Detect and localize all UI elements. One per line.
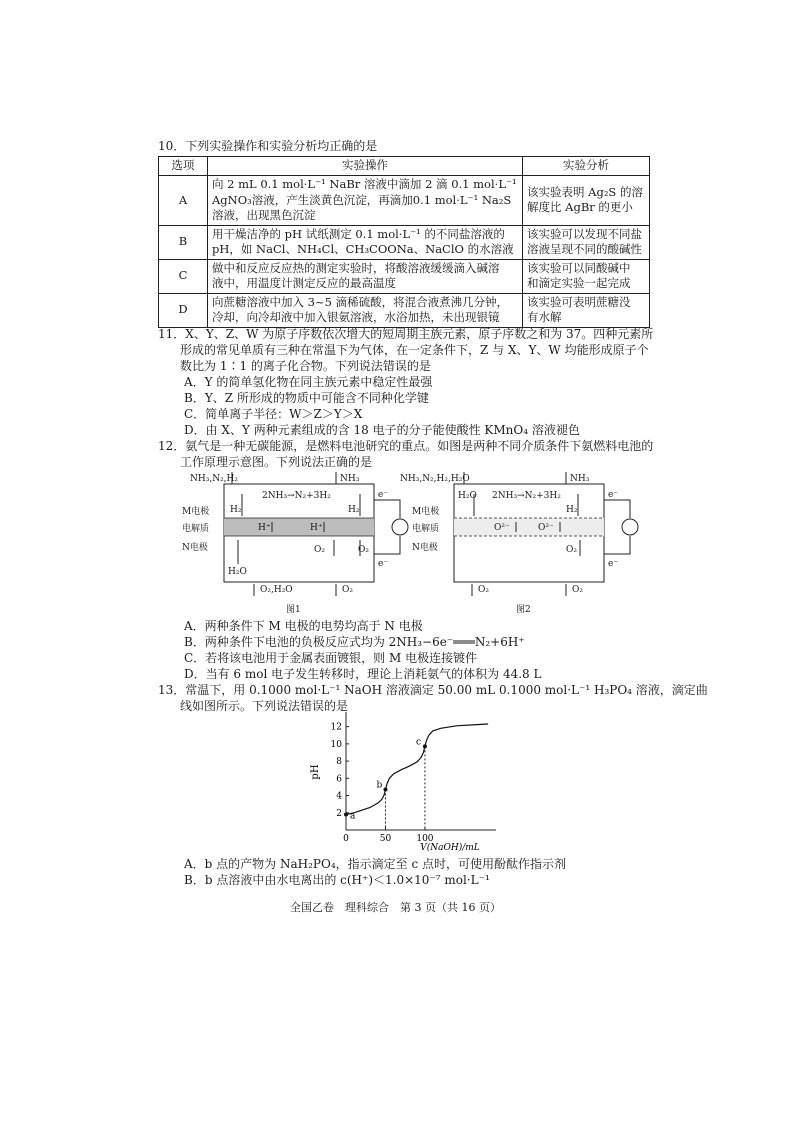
q11-stem-line: 11．X、Y、Z、W 为原子序数依次增大的短周期主族元素，原子序数之和为 37。四种元素所 [158, 327, 654, 341]
option-letter: A [159, 176, 208, 226]
option-letter: C [159, 259, 208, 293]
fuel-cell-figure-1 [182, 470, 412, 618]
q10-table [158, 156, 650, 328]
q13-option-a: A．b 点的产物为 NaH₂PO₄，指示滴定至 c 点时，可使用酚酞作指示剂 [184, 857, 566, 871]
operation-line: 做中和反应反应热的测定实验时，将酸溶液缓缓滴入碱溶 [212, 260, 500, 275]
operation-line: 用干燥洁净的 pH 试纸测定 0.1 mol·L⁻¹ 的不同盐溶液的 [212, 226, 505, 241]
header-operation: 实验操作 [208, 157, 523, 176]
fig2-h2o: H₂O [458, 491, 477, 501]
fig1-electron-bottom: e⁻ [378, 559, 389, 569]
q10-stem: 10．下列实验操作和实验分析均正确的是 [158, 139, 378, 153]
operation-cell [208, 225, 523, 259]
table-header-row [159, 157, 650, 176]
option-letter: B [159, 225, 208, 259]
fig1-bottom-in: O₂ [342, 585, 353, 595]
operation-line: AgNO₃溶液，产生淡黄色沉淀，再滴加0.1 mol·L⁻¹ Na₂S [212, 192, 512, 207]
y-tick-label: 6 [336, 774, 342, 785]
y-tick-label: 4 [336, 791, 342, 802]
fuel-cell-figure-2 [400, 470, 642, 618]
q12-option-c: C．若将该电池用于金属表面镀银，则 M 电极连接镀件 [184, 651, 478, 665]
fig1-bottom-out: O₂,H₂O [260, 585, 293, 595]
q13-stem-line: 13．常温下，用 0.1000 mol·L⁻¹ NaOH 溶液滴定 50.00 mL 0.1000 mol·L⁻¹ H₃PO₄ 溶液，滴定曲 [158, 683, 708, 697]
fig1-m-electrode-label: M电极 [182, 507, 210, 517]
analysis-line: 该实验可表明蔗糖没 [527, 294, 631, 309]
fig1-h2-right: H₂ [348, 505, 360, 515]
analysis-cell [523, 225, 650, 259]
fig1-n-electrode-label: N电极 [182, 543, 208, 553]
header-option: 选项 [159, 157, 208, 176]
q13-stem-line: 线如图所示。下列说法错误的是 [180, 699, 349, 713]
analysis-line: 和滴定实验一起完成 [527, 276, 631, 290]
q12-option-d: D．当有 6 mol 电子发生转移时，理论上消耗氨气的体积为 44.8 L [184, 667, 542, 681]
fig1-ion-1: H⁺ [258, 523, 271, 533]
fig2-m-electrode-label: M电极 [412, 507, 440, 517]
fig2-bottom-in: O₂ [572, 585, 583, 595]
fig1-top-out: NH₃ [340, 474, 360, 484]
q12-stem-line: 12．氨气是一种无碳能源，是燃料电池研究的重点。如图是两种不同介质条件下氨燃料电池的 [158, 439, 654, 453]
table-row [159, 293, 650, 327]
electrolyte-layer-2 [454, 518, 604, 536]
point-label-a: a [350, 811, 356, 822]
operation-cell [208, 259, 523, 293]
fig1-reaction: 2NH₃→N₂+3H₂ [262, 491, 331, 501]
fig1-o2-right: O₂ [358, 545, 369, 555]
x-tick-label: 50 [379, 834, 392, 844]
operation-line: pH，如 NaCl、NH₄Cl、CH₃COONa、NaClO 的水溶液 [212, 242, 514, 256]
table-row [159, 259, 650, 293]
fig1-top-in: NH₃,N₂,H₂ [190, 474, 238, 484]
q11-option-b: B．Y、Z 所形成的物质中可能含不同种化学键 [184, 391, 429, 405]
analysis-line: 解度比 AgBr 的更小 [527, 200, 633, 215]
analysis-line: 有水解 [527, 310, 562, 324]
q12-option-b: B．两种条件下电池的负极反应式均为 2NH₃−6e⁻═══N₂+6H⁺ [184, 635, 525, 649]
fig2-electrolyte-label: 电解质 [412, 524, 440, 534]
fig2-electron-bottom: e⁻ [608, 559, 619, 569]
x-tick-label: 0 [343, 834, 349, 844]
point-label-c: c [415, 737, 421, 748]
fig1-h2-left: H₂ [230, 505, 242, 515]
q11-option-d: D．由 X、Y 两种元素组成的含 18 电子的分子能使酸性 KMnO₄ 溶液褪色 [184, 423, 580, 437]
operation-cell [208, 293, 523, 327]
table-row [159, 225, 650, 259]
point-b [383, 788, 387, 792]
fig2-h2: H₂ [566, 505, 578, 515]
q11-option-c: C．简单离子半径：W＞Z＞Y＞X [184, 407, 363, 421]
fig2-caption: 图2 [516, 605, 531, 615]
fig2-reaction: 2NH₃→N₂+3H₂ [492, 491, 561, 501]
fig1-caption: 图1 [286, 605, 301, 615]
point-label-b: b [376, 780, 383, 791]
operation-line: 溶液，出现黑色沉淀 [212, 208, 316, 222]
y-axis-label: pH [310, 764, 321, 780]
operation-line: 冷却，向冷却液中加入银氨溶液，水浴加热，未出现银镜 [212, 310, 500, 324]
q11-stem-line: 数比为 1∶1 的离子化合物。下列说法错误的是 [180, 359, 431, 373]
y-tick-label: 2 [336, 808, 342, 819]
fig2-ion-1: O²⁻ [494, 523, 510, 533]
q12-stem-line: 工作原理示意图。下列说法正确的是 [180, 455, 373, 469]
analysis-cell [523, 293, 650, 327]
fig2-ion-2: O²⁻ [538, 523, 554, 533]
fig2-top-out: NH₃ [570, 474, 590, 484]
fig2-bottom-out: O₂ [478, 585, 489, 595]
fig2-o2-mid: O₂ [566, 545, 577, 555]
point-a [344, 812, 348, 816]
fig1-ion-2: H⁺ [310, 523, 323, 533]
analysis-cell [523, 176, 650, 226]
analysis-line: 溶液呈现不同的酸碱性 [527, 242, 642, 256]
fig1-electron-top: e⁻ [378, 490, 389, 500]
x-axis-label: V(NaOH)/mL [420, 843, 480, 853]
y-tick-label: 8 [336, 757, 342, 768]
header-analysis: 实验分析 [523, 157, 650, 176]
table-row [159, 176, 650, 226]
y-tick-label: 10 [330, 739, 342, 750]
analysis-cell [523, 259, 650, 293]
operation-line: 向 2 mL 0.1 mol·L⁻¹ NaBr 溶液中滴加 2 滴 0.1 mol·L⁻¹ [212, 177, 517, 191]
operation-cell [208, 176, 523, 226]
operation-line: 液中，用温度计测定反应的最高温度 [212, 276, 396, 290]
analysis-line: 该实验表明 Ag₂S 的溶 [527, 184, 643, 199]
x-tick-label: 100 [416, 834, 434, 844]
titration-curve-chart [310, 712, 510, 852]
fig2-electron-top: e⁻ [608, 490, 619, 500]
option-letter: D [159, 293, 208, 327]
fig1-o2-mid: O₂ [314, 545, 325, 555]
operation-line: 向蔗糖溶液中加入 3~5 滴稀硫酸，将混合液煮沸几分钟， [212, 294, 509, 309]
electrolyte-layer-1 [224, 518, 374, 536]
analysis-line: 该实验可以发现不同盐 [527, 226, 642, 241]
fig1-h2o: H₂O [228, 567, 247, 577]
q11-stem-line: 形成的常见单质有三种在常温下为气体，在一定条件下，Z 与 X、Y、W 均能形成原子个 [180, 343, 649, 357]
y-tick-label: 12 [330, 722, 342, 733]
fig1-electrolyte-label: 电解质 [182, 524, 210, 534]
point-c [423, 744, 427, 748]
q11-option-a: A．Y 的简单氢化物在同主族元素中稳定性最强 [184, 375, 433, 389]
fig2-n-electrode-label: N电极 [412, 543, 438, 553]
analysis-line: 该实验可以同酸碱中 [527, 260, 631, 275]
page-footer: 全国乙卷 理科综合 第 3 页（共 16 页） [290, 901, 501, 914]
q12-option-a: A．两种条件下 M 电极的电势均高于 N 电极 [184, 619, 423, 633]
q13-option-b: B．b 点溶液中由水电离出的 c(H⁺)＜1.0×10⁻⁷ mol·L⁻¹ [184, 873, 490, 887]
fig2-top-in: NH₃,N₂,H₂,H₂O [400, 474, 470, 484]
